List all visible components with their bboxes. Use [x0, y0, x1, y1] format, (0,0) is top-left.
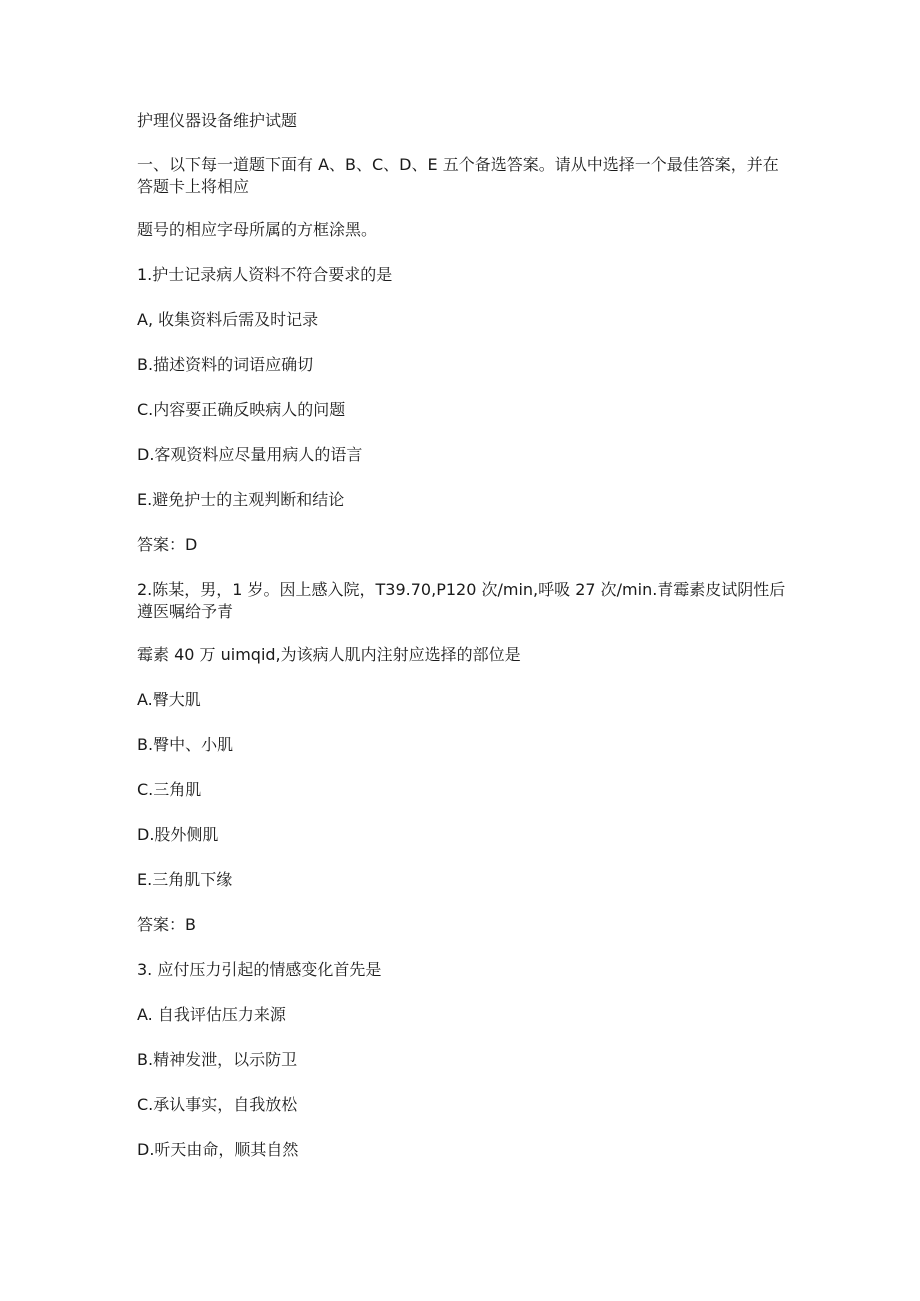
instruction-line: 题号的相应字母所属的方框涂黑。: [137, 220, 378, 239]
option-a: A. 自我评估压力来源: [137, 1005, 286, 1024]
option-c: C.内容要正确反映病人的问题: [137, 400, 346, 419]
option-c: C.三角肌: [137, 780, 202, 799]
option-a: A, 收集资料后需及时记录: [137, 310, 319, 329]
option-d: D.股外侧肌: [137, 825, 219, 844]
question-3: [137, 959, 787, 1161]
question-stem-continued: 霉素 40 万 uimqid,为该病人肌内注射应选择的部位是: [137, 645, 521, 664]
option-b: B.精神发泄，以示防卫: [137, 1050, 298, 1069]
option-c: C.承认事实，自我放松: [137, 1095, 298, 1114]
option-b: B.描述资料的词语应确切: [137, 355, 314, 374]
document-page: [137, 110, 787, 1184]
question-2: [137, 579, 787, 936]
answer-text: 答案：B: [137, 915, 196, 934]
option-d: D.客观资料应尽量用病人的语言: [137, 445, 363, 464]
question-stem: 1.护士记录病人资料不符合要求的是: [137, 265, 393, 284]
question-stem: 3. 应付压力引起的情感变化首先是: [137, 960, 382, 979]
document-title: 护理仪器设备维护试题: [137, 111, 298, 130]
option-e: E.避免护士的主观判断和结论: [137, 490, 345, 509]
answer-text: 答案：D: [137, 535, 198, 554]
option-b: B.臀中、小肌: [137, 735, 234, 754]
instruction-line: 一、以下每一道题下面有 A、B、C、D、E 五个备选答案。请从中选择一个最佳答案，并在答题卡上将相应: [137, 155, 779, 196]
question-stem: 2.陈某，男，1 岁。因上感入院，T39.70,P120 次/min,呼吸 27 次/min.青霉素皮试阴性后遵医嘱给予青: [137, 580, 786, 621]
option-a: A.臀大肌: [137, 690, 201, 709]
option-d: D.听天由命，顺其自然: [137, 1140, 299, 1159]
question-1: [137, 264, 787, 556]
option-e: E.三角肌下缘: [137, 870, 233, 889]
